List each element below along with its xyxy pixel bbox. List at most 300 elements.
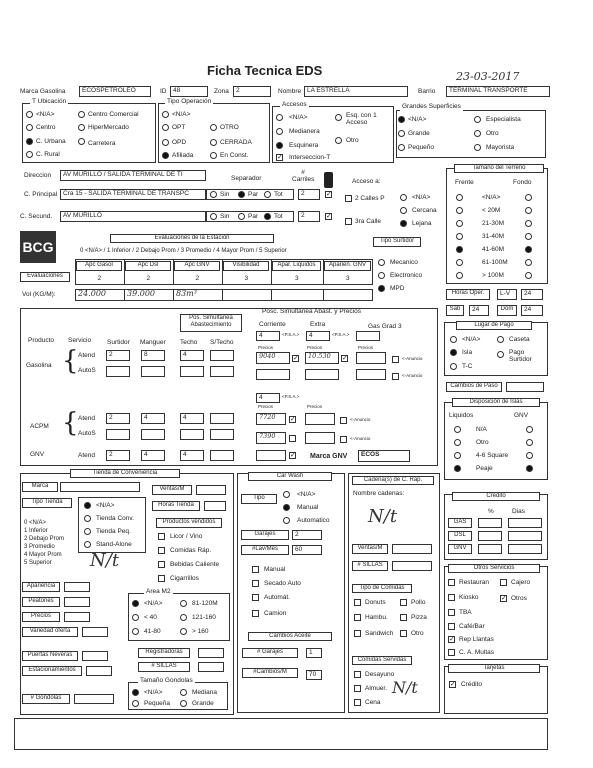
acceso-lejana-label: Lejana [412, 220, 432, 227]
ubicacion-na-radio[interactable] [26, 111, 33, 118]
serv-desayuno-checkbox[interactable] [354, 671, 361, 678]
acceso-lejana-radio[interactable] [400, 220, 407, 227]
gnv-techo-field[interactable]: 4 [180, 450, 204, 461]
terreno-frente-radio-2[interactable] [456, 220, 463, 227]
tienda-row-field-1[interactable] [64, 597, 90, 607]
terreno-frente-radio-5[interactable] [456, 259, 463, 266]
carwash-manual-radio[interactable] [283, 504, 290, 511]
operacion-otro-radio[interactable] [210, 124, 217, 131]
evaluaciones-scale: 0 <N/A> / 1 Inferior / 2 Debajo Prom / 3 Promedio / 4 Mayor Prom / 5 Superior [80, 248, 287, 254]
eval-divider-2 [173, 259, 174, 285]
acpm-techo-field[interactable]: 4 [180, 413, 204, 424]
operacion-opd-radio[interactable] [162, 139, 169, 146]
surtidor-electronico-radio[interactable] [378, 272, 385, 279]
gond-pequena-label: Pequeña [144, 700, 171, 707]
pos-sim-label: Pos. Simultanea Abastecimiento [180, 314, 242, 332]
aceite-garajes-field[interactable]: 1 [306, 648, 322, 658]
evaluaciones-row-label: Evaluaciones [20, 272, 70, 282]
marca-field[interactable]: ECOSPETROLEO [79, 86, 151, 97]
tienda-row-label-1: Peatones [22, 597, 60, 607]
puertas-field[interactable] [82, 651, 108, 661]
horas-tienda-field[interactable] [204, 501, 226, 511]
tienda-row-label-3: Variedad oferta [22, 627, 78, 637]
gond-mediana-radio[interactable] [180, 689, 187, 696]
principal-carriles-field[interactable]: 2 [298, 189, 320, 200]
eval-divider-5 [323, 259, 324, 285]
islas-gnv-radio-0[interactable] [526, 426, 533, 433]
credito-pct-field-1[interactable] [478, 531, 502, 541]
tienda-row-field-0[interactable] [64, 582, 90, 592]
surtidor-mecanico-radio[interactable] [378, 259, 385, 266]
tarjeta-credito-checkbox[interactable]: ✓ [450, 681, 456, 688]
acpm-anuncio-checkbox[interactable] [340, 417, 347, 424]
zona-label: Zona [214, 88, 229, 95]
terreno-frente-radio-4[interactable] [456, 246, 463, 253]
terreno-fondo-radio-3[interactable] [525, 233, 532, 240]
gnv-precio-field[interactable] [256, 450, 286, 461]
credito-dias-field-0[interactable] [508, 518, 542, 528]
direccion-label: Direccion [24, 172, 52, 179]
otro-cafe-checkbox[interactable] [448, 623, 455, 630]
area-gt160-label: > 160 [192, 628, 209, 635]
operacion-afiliada-label: Afiliada [172, 152, 194, 159]
comida-pollo-label: Pollo [411, 599, 426, 606]
horas-lv-value[interactable]: 24 [521, 289, 543, 300]
aceite-cambios-field[interactable]: 70 [306, 670, 322, 680]
operacion-opd-label: OPD [172, 139, 187, 146]
acpm-autos-precio-2[interactable] [305, 432, 335, 444]
credito-dias-field-2[interactable] [508, 544, 542, 554]
carwash-na-radio[interactable] [283, 491, 290, 498]
secund-tot-label: Tot [274, 213, 283, 220]
gondolas-title: Tamaño Gondolas [140, 677, 193, 684]
cw-camion-label: Camion [264, 610, 287, 617]
vol-divider-4 [271, 289, 272, 301]
cadena-nombre-label: Nombre cadenas: [353, 490, 405, 497]
tienda-handwritten-note: N/t [90, 550, 120, 571]
gnv-surtidor-field[interactable]: 2 [106, 450, 130, 461]
ubicacion-cc-radio[interactable] [78, 111, 85, 118]
gasolina-autos-precio-e[interactable] [305, 369, 339, 380]
area-120-radio[interactable] [180, 600, 187, 607]
credito-pct-label: % [488, 508, 494, 515]
interseccion-checkbox[interactable]: ✓ [277, 154, 283, 161]
terreno-frente-radio-3[interactable] [456, 233, 463, 240]
prod-cigarrillos-checkbox[interactable] [158, 575, 165, 582]
pago-tc-radio[interactable] [450, 363, 457, 370]
comida-hambu-checkbox[interactable] [354, 614, 361, 621]
handwritten-date: 23-03-2017 [456, 70, 520, 83]
secund-field[interactable]: AV MURILLO [60, 211, 206, 222]
gasolina-autos-techo[interactable] [180, 366, 204, 377]
credito-pct-field-0[interactable] [478, 518, 502, 528]
surtidor-title: Tipo Surtidor [373, 237, 421, 247]
gond-na-radio[interactable] [132, 689, 139, 696]
acpm-surtidor-field[interactable]: 2 [106, 413, 130, 424]
ubicacion-centro-label: Centro [36, 124, 56, 131]
islas-liq-radio-1[interactable] [454, 439, 461, 446]
operacion-na-radio[interactable] [162, 111, 169, 118]
traffic-light-icon [324, 172, 333, 188]
tipo-peq-label: Tienda Peq. [96, 528, 131, 535]
accesos-otro-radio[interactable] [335, 137, 342, 144]
prod-licor-checkbox[interactable] [158, 533, 165, 540]
interseccion-label: Interseccion-T [289, 154, 331, 161]
gondolas-field[interactable] [74, 694, 114, 704]
barrio-field[interactable]: TERMINAL TRANSPORTE [446, 86, 550, 97]
secund-tot-radio[interactable] [264, 213, 271, 220]
otro-multas-checkbox[interactable] [448, 649, 455, 656]
pago-caseta-label: Caseta [509, 336, 530, 343]
cambios-paso-field[interactable] [506, 382, 544, 392]
tipo-conv-radio[interactable] [84, 515, 91, 522]
cadena-ventas-field[interactable] [392, 544, 432, 554]
superficies-mayorista-radio[interactable] [474, 144, 481, 151]
operacion-afiliada-radio[interactable] [162, 152, 169, 159]
ubicacion-rural-radio[interactable] [26, 151, 33, 158]
principal-sin-radio[interactable] [210, 191, 217, 198]
gond-pequena-radio[interactable] [132, 700, 139, 707]
islas-gnv-radio-1[interactable] [526, 439, 533, 446]
terreno-row-label-1: < 20M [482, 207, 501, 214]
pago-caseta-radio[interactable] [497, 336, 504, 343]
eval-value-5[interactable]: 3 [346, 275, 350, 282]
gond-grande-radio[interactable] [180, 700, 187, 707]
area-160-radio[interactable] [180, 614, 187, 621]
islas-option-2: 4-6 Square [476, 452, 509, 459]
comida-pizza-label: Pizza [411, 614, 427, 621]
terreno-frente-radio-1[interactable] [456, 207, 463, 214]
gnv-marca-label: Marca GNV [310, 453, 348, 460]
acpm-autos-manguer[interactable] [141, 429, 165, 440]
terreno-fondo-radio-1[interactable] [525, 207, 532, 214]
accesos-esquinera-label: Esquinera [289, 142, 319, 149]
operacion-cerrada-radio[interactable] [210, 139, 217, 146]
ubicacion-na-label: <N/A> [36, 111, 55, 118]
gasolina-autos-anuncio-checkbox[interactable] [392, 373, 399, 380]
cw-camion-checkbox[interactable] [252, 610, 259, 617]
acceso-cercana-radio[interactable] [400, 207, 407, 214]
accesos-title: Accesos [282, 101, 307, 108]
tienda-row-field-3[interactable] [82, 627, 108, 637]
prod-bebidas-checkbox[interactable] [158, 561, 165, 568]
registradoras-field[interactable] [198, 648, 224, 658]
comida-donuts-checkbox[interactable] [354, 599, 361, 606]
prod-cigarrillos-label: Cigarrillos [170, 575, 199, 582]
vol-value-0[interactable]: 24.000 [78, 289, 106, 298]
gasolina-brace: { [62, 346, 79, 376]
prod-comidas-checkbox[interactable] [158, 547, 165, 554]
area-80-radio[interactable] [132, 628, 139, 635]
serv-almuer-checkbox[interactable] [354, 685, 361, 692]
frente-label: Frente [455, 179, 474, 186]
pago-na-radio[interactable] [450, 336, 457, 343]
notes-area[interactable] [14, 718, 548, 750]
otro-otros-checkbox[interactable]: ✓ [501, 595, 507, 602]
tienda-sillas-field[interactable] [198, 662, 224, 672]
cw-automat-checkbox[interactable] [252, 594, 259, 601]
acpm-autos-stecho[interactable] [210, 429, 234, 440]
terreno-frente-radio-0[interactable] [456, 194, 463, 201]
superficies-grande-radio[interactable] [398, 130, 405, 137]
credito-dias-field-1[interactable] [508, 531, 542, 541]
acpm-atend-label: Atend [78, 415, 95, 422]
estac-label: Estacionamientos [22, 666, 82, 676]
tarjeta-credito-label: Crédito [461, 681, 482, 688]
serv-cena-checkbox[interactable] [354, 699, 361, 706]
carwash-garajes-label: Garajes [241, 530, 289, 540]
acpm-autos-anuncio-label: <-Anuncio [350, 436, 371, 441]
pago-isla-radio[interactable] [450, 349, 457, 356]
cw-secado-checkbox[interactable] [252, 580, 259, 587]
operacion-opt-radio[interactable] [162, 124, 169, 131]
carwash-garajes-field[interactable]: 2 [292, 530, 322, 540]
accesos-esquinera-radio[interactable] [276, 142, 283, 149]
aceite-title: Cambios Aceite [248, 632, 332, 641]
islas-gnv-label: GNV [514, 412, 529, 419]
gnv-precio-checkbox[interactable]: ✓ [290, 452, 296, 459]
eval-value-3[interactable]: 3 [244, 275, 249, 282]
surtidor-electronico-label: Electronico [390, 272, 423, 279]
tipo-peq-radio[interactable] [84, 528, 91, 535]
gasolina-stecho-field[interactable] [210, 350, 234, 361]
acpm-autos-anuncio-checkbox[interactable] [340, 436, 347, 443]
gasolina-precio-e-checkbox[interactable]: ✓ [342, 355, 348, 362]
terreno-row-label-3: 31-40M [482, 233, 505, 240]
pago-surtidor-radio[interactable] [497, 351, 504, 358]
eval-value-1[interactable]: 2 [146, 275, 151, 282]
horas-sab-field[interactable]: 24 [469, 305, 489, 316]
carwash-lav-field[interactable]: 60 [292, 545, 322, 555]
gasolina-precios-e-label: Precios [307, 345, 323, 350]
superficies-na-radio[interactable] [398, 116, 405, 123]
ubicacion-title: T Ubicación [32, 98, 67, 105]
ubicacion-hiper-label: HiperMercado [88, 124, 129, 131]
principal-par-radio[interactable] [238, 191, 245, 198]
tercera-calle-label: 3ra Calle [355, 218, 382, 225]
registradoras-label: Registradoras [138, 648, 190, 658]
carwash-manual-label: Manual [297, 504, 319, 511]
gnv-marca-field[interactable]: ECOS [358, 450, 410, 462]
islas-liq-radio-0[interactable] [454, 426, 461, 433]
tienda-scale-3: 3 Promedio [24, 544, 55, 550]
vol-value-1[interactable]: 39.000 [127, 289, 155, 298]
ubicacion-carretera-radio[interactable] [78, 138, 85, 145]
gasolina-precio-extra[interactable]: 10.530 [305, 352, 339, 364]
page-title: Ficha Tecnica EDS [207, 63, 323, 78]
gas3-pos-field[interactable] [356, 331, 380, 341]
ubicacion-centro-radio[interactable] [26, 124, 33, 131]
horas-oper-label: Horas Oper. [446, 289, 490, 300]
acpm-autos-precio-checkbox[interactable] [289, 435, 296, 442]
operacion-cerrada-label: CERRADA [220, 139, 252, 146]
credito-pct-field-2[interactable] [478, 544, 502, 554]
id-field[interactable]: 48 [170, 86, 208, 97]
area-gt160-radio[interactable] [180, 628, 187, 635]
gasolina-precio-corriente[interactable]: 9040 [256, 352, 290, 364]
tienda-ventas-label: Ventas/M [152, 485, 192, 495]
pago-surtidor-label: Pago Surtidor [509, 349, 532, 363]
terreno-fondo-radio-0[interactable] [525, 194, 532, 201]
gasolina-autos-manguer[interactable] [141, 366, 165, 377]
tipo-na-radio[interactable] [84, 502, 91, 509]
pago-isla-label: Isla [462, 349, 473, 356]
eval-value-2[interactable]: 2 [195, 275, 200, 282]
gnv-manguer-field[interactable]: 4 [141, 450, 165, 461]
otro-restauran-checkbox[interactable] [448, 579, 455, 586]
superficies-pequeno-radio[interactable] [398, 144, 405, 151]
tercera-calle-checkbox[interactable] [345, 218, 352, 225]
ubicacion-hiper-radio[interactable] [78, 124, 85, 131]
acpm-anuncio-label: <-Anuncio [350, 417, 371, 422]
eval-divider-1 [124, 259, 125, 285]
comida-sandwich-checkbox[interactable] [354, 630, 361, 637]
eval-value-0[interactable]: 2 [97, 275, 102, 282]
area-40-radio[interactable] [132, 614, 139, 621]
acpm-manguer-field[interactable]: 4 [141, 413, 165, 424]
comida-pollo-checkbox[interactable] [400, 599, 407, 606]
gasolina-techo-field[interactable]: 4 [180, 350, 204, 361]
dos-calles-checkbox[interactable] [345, 195, 352, 202]
comida-otro-checkbox[interactable] [400, 630, 407, 637]
cw-automat-label: Automát. [264, 594, 291, 601]
acpm-precio-1-checkbox[interactable]: ✓ [290, 416, 296, 423]
superficies-especialista-label: Especialista [486, 116, 521, 123]
islas-gnv-radio-2[interactable] [526, 452, 533, 459]
acpm-stecho-field[interactable] [210, 413, 234, 424]
terreno-fondo-radio-2[interactable] [525, 220, 532, 227]
otro-cajero-checkbox[interactable] [500, 579, 507, 586]
islas-liq-radio-3[interactable] [454, 465, 461, 472]
ubicacion-urbana-radio[interactable] [26, 138, 33, 145]
extra-label: Extra [310, 321, 326, 328]
terreno-frente-radio-6[interactable] [456, 272, 463, 279]
cadena-sillas-field[interactable] [392, 561, 432, 571]
estac-field[interactable] [86, 666, 112, 676]
gasolina-autos-surtidor[interactable] [106, 366, 130, 377]
superficies-otro-radio[interactable] [474, 130, 481, 137]
ubicacion-rural-label: C. Rural [36, 151, 60, 158]
extra-pos-field[interactable]: 4 [306, 331, 330, 341]
zona-field[interactable]: 2 [233, 86, 271, 97]
gasolina-surtidor-field[interactable]: 2 [106, 350, 130, 361]
acpm-autos-surtidor[interactable] [106, 429, 130, 440]
gasolina-precio-c-checkbox[interactable]: ✓ [293, 355, 299, 362]
cw-manual-checkbox[interactable] [252, 566, 259, 573]
terreno-row-label-0: <N/A> [482, 194, 501, 201]
tienda-scale-1: 1 Inferior [24, 528, 48, 534]
gasolina-anuncio-checkbox[interactable] [392, 356, 399, 363]
operacion-na-label: <N/A> [172, 111, 191, 118]
gond-na-label: <N/A> [144, 689, 163, 696]
terreno-fondo-radio-5[interactable] [525, 259, 532, 266]
islas-liq-radio-2[interactable] [454, 452, 461, 459]
header-surtidor: Surtidor [107, 339, 130, 346]
eval-value-4[interactable]: 3 [295, 275, 299, 282]
evaluaciones-title: Evaluaciones de la Estación [110, 234, 274, 243]
islas-option-3: Peaje [476, 465, 493, 472]
tienda-row-field-2[interactable] [64, 612, 90, 622]
carwash-auto-radio[interactable] [283, 517, 290, 524]
tienda-sillas-label: # SILLAS [138, 662, 190, 672]
horas-dom-field[interactable]: 24 [521, 305, 543, 316]
principal-tot-radio[interactable] [264, 191, 271, 198]
comida-pizza-checkbox[interactable] [400, 614, 407, 621]
ubicacion-urbana-label: C. Urbana [36, 138, 66, 145]
vol-divider-2 [173, 289, 174, 301]
otro-kiosko-checkbox[interactable] [448, 594, 455, 601]
comida-donuts-label: Donuts [365, 599, 386, 606]
acpm-precio-1[interactable]: 7720 [256, 413, 286, 425]
gnv-label: GNV [30, 451, 45, 458]
accesos-na-radio[interactable] [276, 114, 283, 121]
tipo-stand-radio[interactable] [84, 541, 91, 548]
otro-llantas-checkbox[interactable]: ✓ [449, 636, 455, 643]
gasolina-autos-stecho[interactable] [210, 366, 234, 377]
accesos-esq-acceso-radio[interactable] [335, 114, 342, 121]
cadena-sillas-label: # SILLAS [352, 561, 388, 571]
acpm-autos-techo[interactable] [180, 429, 204, 440]
lugar-pago-group [444, 322, 548, 376]
nombre-field[interactable]: LA ESTRELLA [304, 86, 408, 97]
credito-row-label-2: GNV [448, 544, 472, 554]
otro-tba-checkbox[interactable] [448, 609, 455, 616]
tipo-conv-label: Tienda Conv. [96, 515, 134, 522]
tienda-ventas-field[interactable] [196, 485, 226, 495]
comida-otro-label: Otro [411, 630, 424, 637]
acpm-autos-precio[interactable]: 7390 [256, 432, 286, 444]
gnv-stecho-field[interactable] [210, 450, 234, 461]
surtidor-mpd-radio[interactable] [378, 285, 385, 292]
secund-par-radio[interactable] [238, 213, 245, 220]
bcg-logo: BCG [20, 231, 56, 263]
direccion-field[interactable]: AV MURILLO / SALIDA TERMINAL DE TI [60, 170, 206, 181]
gasolina-anuncio-label: <-Anuncio [402, 356, 423, 361]
corriente-pos-field[interactable]: 4 [256, 331, 280, 341]
acpm-precio-2-field[interactable] [305, 413, 335, 425]
vol-value-2[interactable]: 83m³ [176, 289, 197, 298]
accesos-na-label: <N/A> [289, 114, 308, 121]
principal-carriles-checkbox[interactable]: ✓ [326, 191, 332, 198]
tienda-marca-label: Marca [22, 482, 58, 492]
tienda-marca-field[interactable] [60, 482, 140, 492]
gasolina-manguer-field[interactable]: 8 [141, 350, 165, 361]
secund-label: C. Secund. [20, 213, 53, 220]
acpm-pos-field[interactable]: 4 [256, 393, 280, 403]
principal-tot-label: Tot [274, 191, 283, 198]
superficies-especialista-radio[interactable] [474, 116, 481, 123]
gasolina-autos-precio-g[interactable] [356, 369, 386, 380]
operacion-construccion-radio[interactable] [210, 152, 217, 159]
secund-carriles-field[interactable]: 2 [298, 211, 320, 222]
terreno-fondo-radio-6[interactable] [525, 272, 532, 279]
eval-header-1: Apc Dsl [125, 261, 171, 271]
islas-gnv-radio-3[interactable] [526, 465, 533, 472]
terreno-fondo-radio-4[interactable] [525, 246, 532, 253]
corriente-psa-label: <P.S.A.> [282, 332, 300, 337]
acceso-na-radio[interactable] [400, 194, 407, 201]
area-120-label: 81-120M [192, 600, 218, 607]
area-na-radio[interactable] [132, 600, 139, 607]
secund-carriles-checkbox[interactable]: ✓ [326, 213, 332, 220]
gasolina-precio-gas3[interactable] [356, 352, 386, 364]
secund-sin-radio[interactable] [210, 213, 217, 220]
acpm-brace: { [62, 408, 79, 438]
accesos-medianera-radio[interactable] [276, 128, 283, 135]
principal-field[interactable]: Cra 15 - SALIDA TERMINAL DE TRANSPC [60, 189, 206, 200]
gasolina-autos-precio-c[interactable] [256, 369, 290, 380]
horas-lv-field[interactable]: L-V [497, 289, 517, 300]
